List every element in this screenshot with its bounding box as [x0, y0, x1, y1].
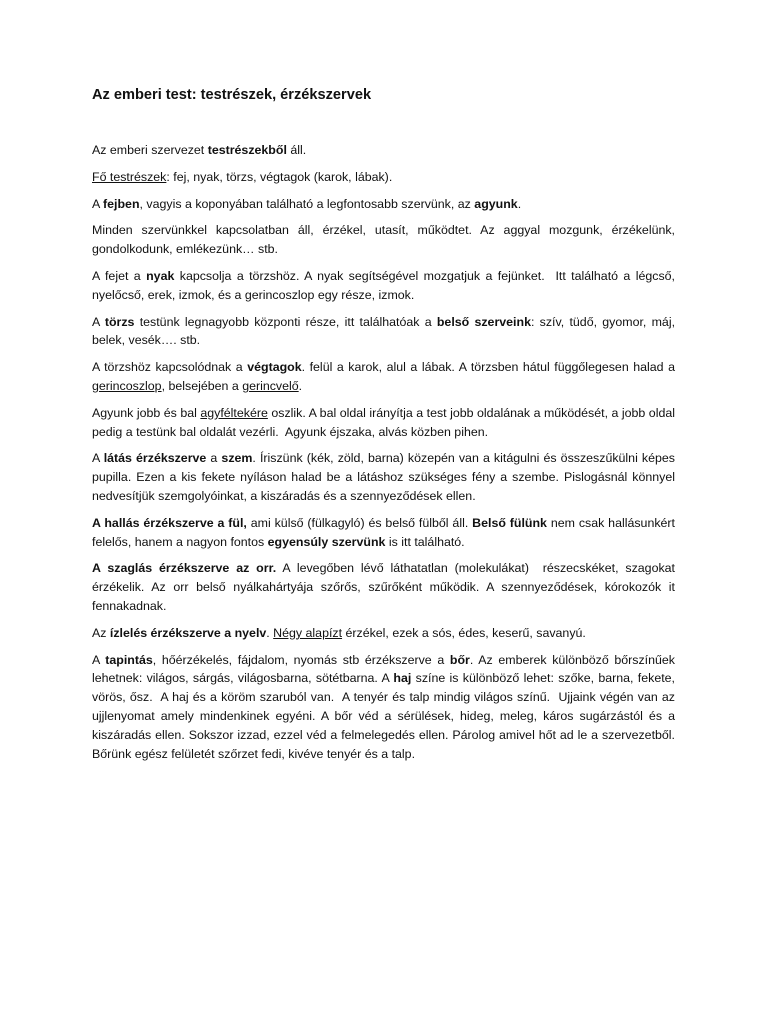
paragraph: [92, 195, 675, 214]
text-run: a: [206, 451, 222, 466]
paragraph-list: [92, 141, 679, 763]
text-run: , belsejében a: [161, 378, 243, 393]
text-run: .: [266, 625, 274, 640]
text-run: végtagok: [247, 360, 302, 375]
text-run: nyak: [146, 268, 175, 283]
text-run: A szaglás érzékszerve az orr.: [92, 561, 277, 576]
text-run: Belső fülünk: [472, 515, 547, 530]
text-run: Négy alapízt: [273, 625, 343, 640]
text-run: is itt található.: [385, 534, 465, 549]
paragraph: [92, 651, 679, 764]
text-run: . Íriszünk (kék, zöld, barna) közepén van a kitágulni és összeszűkülni képes pupilla. Ezen a kis fekete nyíláson halad be a látáshoz szükséges fény a szembe. Pislogásnál könnyel nedvesítjük szemgolyóinkat, a kiszáradás és a szennyeződések ellen.: [92, 451, 679, 503]
paragraph: [92, 624, 675, 643]
text-run: fejben: [103, 196, 140, 211]
text-run: A levegőben lévő láthatatlan (molekulákat) részecskéket, szagokat érzékelik. Az orr belső nyálkahártyája szőrős, szűrőként működik. A szennyeződések, kórokozók it fennakadnak.: [92, 561, 679, 613]
text-run: nem csak hallásunkért felelős, hanem a nagyon fontos: [92, 515, 679, 549]
text-run: érzékel, ezek a sós, édes, keserű, savanyú.: [342, 625, 586, 640]
text-run: . felül a karok, alul a lábak. A törzsben hátul függőlegesen halad a: [301, 360, 679, 375]
paragraph: [92, 141, 675, 160]
text-run: : szív, tüdő, gyomor, máj, belek, vesék…. stb.: [92, 314, 679, 348]
text-run: Az emberi szervezet: [92, 143, 208, 157]
text-run: törzs: [104, 314, 135, 329]
text-run: A: [92, 451, 104, 466]
text-run: Fő testrészek: [92, 169, 167, 184]
text-run: ami külső (fülkagyló) és belső fülből áll.: [246, 515, 473, 530]
text-run: testünk legnagyobb központi része, itt találhatóak a: [134, 314, 437, 329]
paragraph: [92, 267, 679, 305]
paragraph: [92, 559, 679, 615]
text-run: kapcsolja a törzshöz. A nyak segítségével mozgatjuk a fejünket. Itt található a légcső, nyelőcső, erek, izmok, és a gerincoszlop egy része, izmok.: [92, 268, 679, 302]
text-run: A törzshöz kapcsolódnak a: [92, 360, 248, 375]
text-run: ízlelés érzékszerve a nyelv: [109, 625, 267, 640]
paragraph: [92, 404, 679, 442]
text-run: Agyunk jobb és bal: [92, 405, 201, 420]
text-run: A fejet a: [92, 268, 147, 283]
text-run: , vagyis a koponyában található a legfontosabb szervünk, az: [139, 196, 475, 211]
paragraph: [92, 221, 679, 259]
paragraph: [92, 313, 679, 351]
text-run: szem: [221, 451, 253, 466]
text-run: oszlik. A bal oldal irányítja a test jobb oldalának a működését, a jobb oldal pedig a testünk bal oldalát vezérli. Agyunk éjszaka, alvás közben pihen.: [92, 405, 679, 439]
text-run: bőr: [449, 652, 470, 667]
text-run: haj: [393, 671, 412, 686]
text-run: belső szerveink: [436, 314, 531, 329]
paragraph: [92, 514, 679, 552]
text-run: A hallás érzékszerve a fül,: [92, 515, 247, 530]
text-run: Minden szervünkkel kapcsolatban áll, érzékel, utasít, működtet. Az aggyal mozgunk, érzékelünk, gondolkodunk, emlékezünk… stb.: [92, 223, 679, 257]
text-run: gerincvelő: [242, 378, 299, 393]
text-run: testrészekből: [207, 143, 287, 157]
text-run: színe is különböző lehet: szőke, barna, fekete, vörös, ősz. A haj és a köröm szaruból van. A tenyér és talp mindig világos színű. Ujjaink végén van az ujjlenyomat amely mindenkinek egyéni. A bőr véd a sérülések, hideg, meleg, káros sugárzástól és a kiszáradás ellen. Sokszor izzad, ezzel véd a felmelegedés ellen. Párolog amivel hőt ad le a szervezetből. Bőrünk egész felületét szőrzet fedi, kivéve tenyér és a talp.: [92, 671, 679, 761]
text-run: látás érzékszerve: [103, 451, 207, 466]
document-body: [92, 86, 679, 771]
text-run: agyunk: [474, 196, 518, 211]
paragraph: [92, 168, 675, 187]
text-run: . Az emberek különböző bőrszínűek lehetnek: világos, sárgás, világosbarna, sötétbarna. A: [92, 652, 679, 686]
text-run: : fej, nyak, törzs, végtagok (karok, lábak).: [166, 169, 393, 184]
document-title: Az emberi test: testrészek, érzékszervek: [92, 87, 372, 103]
text-run: tapintás: [105, 652, 153, 667]
text-run: Az: [92, 625, 110, 640]
text-run: A: [92, 314, 105, 329]
paragraph: [92, 449, 679, 505]
text-run: gerincoszlop: [92, 378, 162, 393]
text-run: áll.: [286, 143, 307, 157]
text-run: agyféltekére: [200, 405, 268, 420]
text-run: .: [298, 378, 303, 393]
text-run: A: [92, 196, 104, 211]
text-run: egyensúly szervünk: [267, 534, 386, 549]
text-run: , hőérzékelés, fájdalom, nyomás stb érzékszerve a: [152, 652, 450, 667]
paragraph: [92, 358, 679, 396]
text-run: A: [92, 652, 106, 667]
text-run: .: [517, 196, 522, 211]
